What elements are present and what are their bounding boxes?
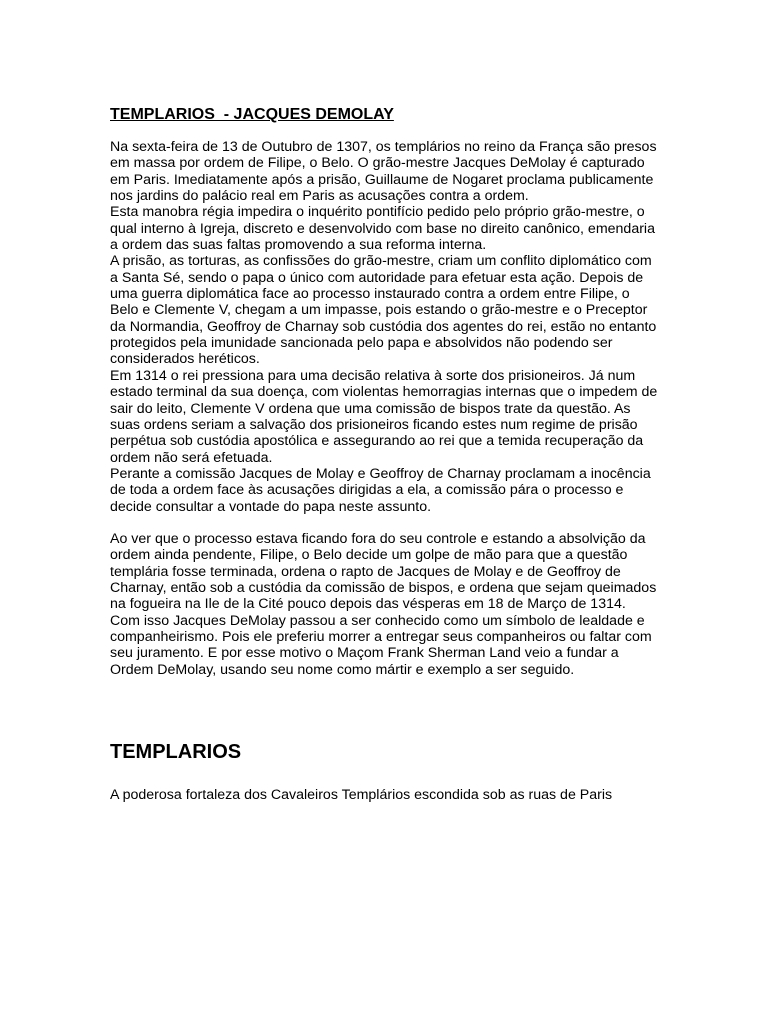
- document-content: [110, 104, 662, 803]
- paragraph-legacy: Com isso Jacques DeMolay passou a ser conhecido como um símbolo de lealdade e companheirismo. Pois ele preferiu morrer a entregar seus companheiros ou faltar com seu juramento. E por esse motivo o Maçom Frank Sherman Land veio a fundar a Ordem DeMolay, usando seu nome como mártir e exemplo a ser seguido.: [110, 612, 652, 678]
- document-title: TEMPLARIOS - JACQUES DEMOLAY: [110, 106, 394, 123]
- paragraph-gap: [110, 515, 662, 531]
- paragraph-maneuver: Esta manobra régia impedira o inquérito pontifício pedido pelo próprio grão-mestre, o qual interno à Igreja, discreto e desenvolvido com base no direito canônico, emendaria a ordem das suas faltas promovendo a sua reforma interna.: [110, 204, 655, 254]
- paragraph-arrest: Na sexta-feira de 13 de Outubro de 1307, os templários no reino da França são presos em massa por ordem de Filipe, o Belo. O grão-mestre Jacques DeMolay é capturado em Paris. Imediatamente após a prisão, Guillaume de Nogaret proclama publicamente nos jardins do palácio real em Paris as acusações contra a ordem.: [110, 139, 657, 205]
- paragraph-1314: Em 1314 o rei pressiona para uma decisão relativa à sorte dos prisioneiros. Já num estado terminal da sua doença, com violentas hemorragias internas que o impedem de sair do leito, Clemente V ordena que uma comissão de bispos trate da questão. As suas ordens seriam a salvação dos prisioneiros ficando estes num regime de prisão perpétua sob custódia apostólica e assegurando ao rei que a temida recuperação da ordem não será efetuada.: [110, 367, 658, 466]
- paragraph-conflict: A prisão, as torturas, as confissões do grão-mestre, criam um conflito diplomático com a Santa Sé, sendo o papa o único com autoridade para efetuar esta ação. Depois de uma guerra diplomática face ao processo instaurado contra a ordem entre Filipe, o Belo e Clemente V, chegam a um impasse, pois estando o grão-mestre e o Preceptor da Normandia, Geoffroy de Charnay sob custódia dos agentes do rei, estão no entanto protegidos pela imunidade sancionada pelo papa e absolvidos não podendo ser considerados heréticos.: [110, 253, 657, 368]
- section-heading: TEMPLARIOS: [110, 741, 242, 763]
- paragraph-execution: Ao ver que o processo estava ficando fora do seu controle e estando a absolvição da ordem ainda pendente, Filipe, o Belo decide um golpe de mão para que a questão templária fosse terminada, ordena o rapto de Jacques de Molay e de Geoffroy de Charnay, então sob a custódia da comissão de bispos, e ordena que sejam queimados na fogueira na Ile de la Cité pouco depois das vésperas em 18 de Março de 1314.: [110, 530, 657, 613]
- paragraph-commission: Perante a comissão Jacques de Molay e Geoffroy de Charnay proclamam a inocência de toda a ordem face às acusações dirigidas a ela, a comissão pára o processo e decide consultar a vontade do papa neste assunto.: [110, 465, 651, 515]
- section-text: A poderosa fortaleza dos Cavaleiros Templários escondida sob as ruas de Paris: [110, 787, 613, 803]
